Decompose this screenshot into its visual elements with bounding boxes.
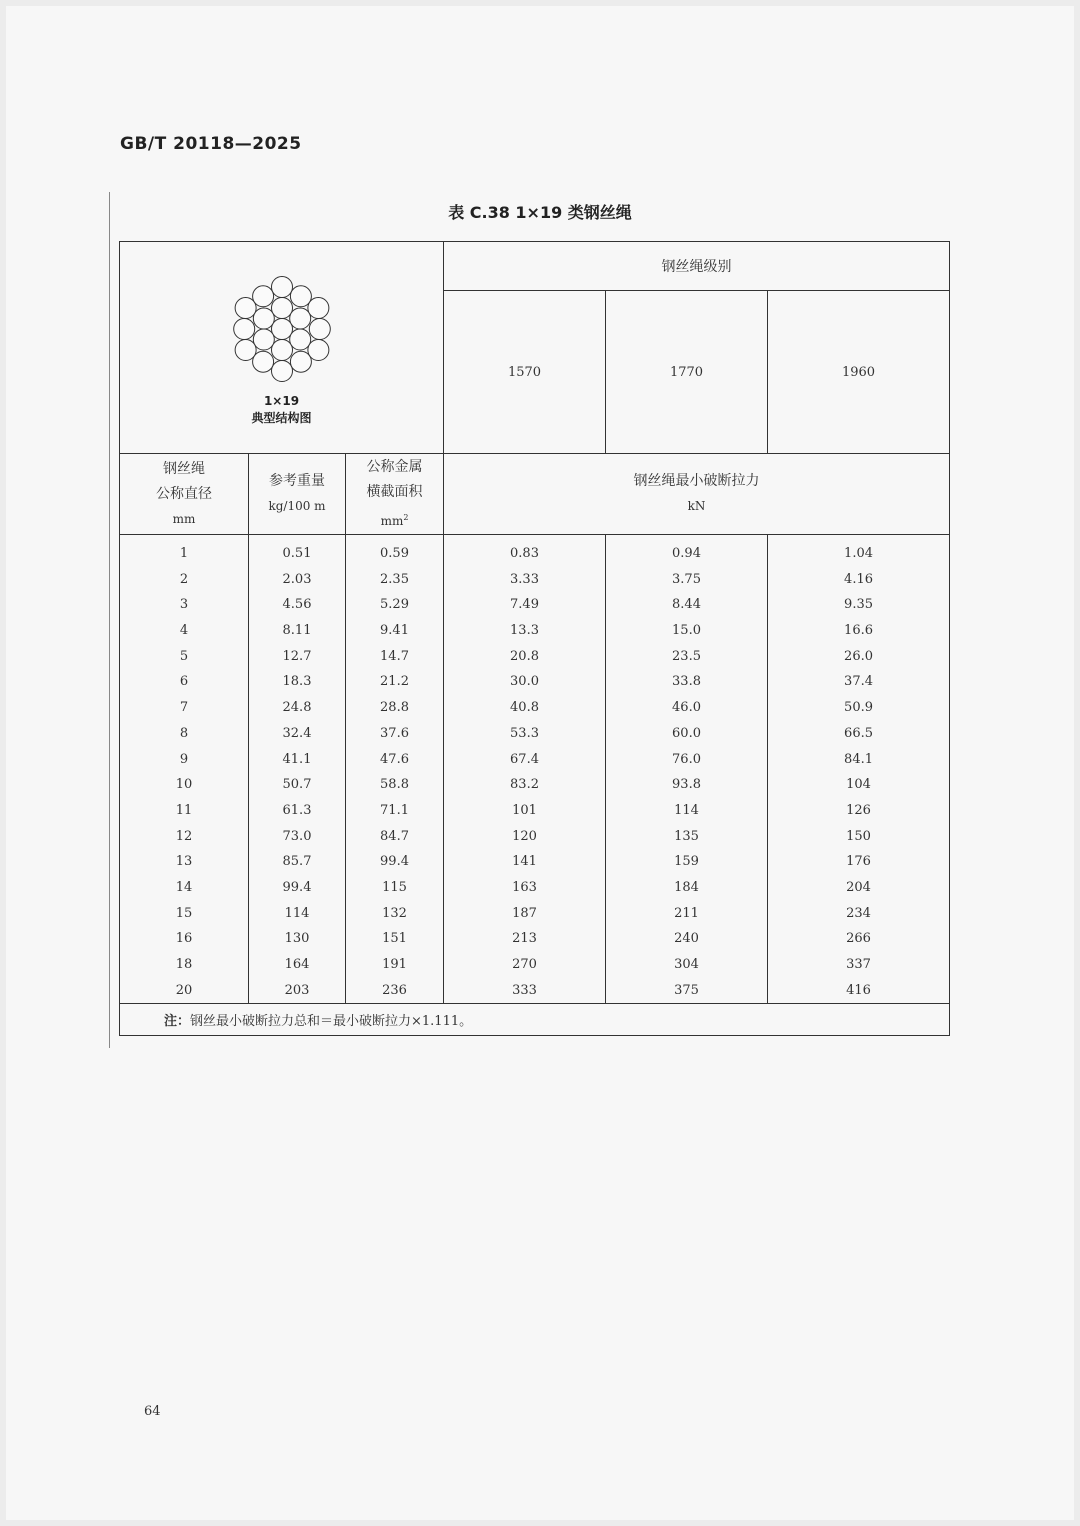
table-cell: 8.11 <box>282 623 312 639</box>
wire-circle <box>253 329 274 350</box>
table-cell: 8 <box>179 725 189 741</box>
structure-diagram-cell <box>120 242 444 454</box>
table-cell: 7 <box>179 700 189 716</box>
data-row <box>120 535 950 1004</box>
table-cell: 191 <box>382 957 407 972</box>
table-cell: 3.33 <box>510 571 539 587</box>
diameter-header-line1: 钢丝绳 <box>163 460 205 477</box>
table-cell: 1.04 <box>844 546 873 561</box>
wire-circle <box>290 285 311 306</box>
table-cell: 67.4 <box>510 751 539 767</box>
table-cell: 416 <box>846 982 871 998</box>
wire-circle <box>290 351 311 372</box>
table-cell: 203 <box>284 982 310 998</box>
margin-rule <box>109 192 110 1048</box>
wire-circle <box>252 285 273 306</box>
table-cell: 234 <box>846 905 871 921</box>
force-header <box>444 454 950 535</box>
table-cell: 0.94 <box>672 546 701 561</box>
wire-rope-table <box>119 241 950 1036</box>
table-cell: 6 <box>179 674 189 690</box>
table-cell: 270 <box>512 957 537 972</box>
table-cell: 60.0 <box>672 725 701 741</box>
table-cell: 5 <box>179 648 189 664</box>
table-cell: 4 <box>179 623 189 639</box>
table-cell: 50.7 <box>282 777 312 793</box>
table-cell: 14 <box>175 879 193 895</box>
table-cell: 11 <box>175 802 193 818</box>
table-cell: 159 <box>674 854 699 870</box>
wire-circle <box>271 276 292 297</box>
table-cell: 3 <box>179 597 189 613</box>
diameter-header-line2: 公称直径 <box>156 485 212 502</box>
table-cell: 46.0 <box>672 700 701 716</box>
wire-circle <box>289 308 310 329</box>
table-cell: 99.4 <box>380 854 409 870</box>
area-header <box>346 454 444 535</box>
table-cell: 4.56 <box>282 597 312 613</box>
table-cell: 37.4 <box>844 674 873 690</box>
page-number: 64 <box>144 1404 161 1419</box>
table-cell: 85.7 <box>282 854 312 870</box>
table-cell: 150 <box>846 828 871 844</box>
table-cell: 32.4 <box>282 725 312 741</box>
wire-circle <box>307 297 328 318</box>
table-cell: 132 <box>382 905 407 921</box>
table-cell: 304 <box>674 957 699 972</box>
table-cell: 14.7 <box>380 648 409 664</box>
table-cell: 8.44 <box>672 597 701 613</box>
weight-header-line1: 参考重量 <box>269 473 325 489</box>
area-header-line2: 横截面积 <box>366 483 423 500</box>
grade-header: 钢丝绳级别 <box>444 242 950 291</box>
table-cell: 21.2 <box>380 674 409 690</box>
area-header-line1: 公称金属 <box>366 458 423 475</box>
table-cell: 99.4 <box>282 879 312 895</box>
force-header-line1: 钢丝绳最小破断拉力 <box>633 473 760 489</box>
table-cell: 7.49 <box>510 597 539 613</box>
table-cell: 130 <box>284 931 310 947</box>
table-cell: 163 <box>512 879 537 895</box>
table-cell: 2 <box>179 571 189 587</box>
table-cell: 16.6 <box>844 623 873 639</box>
table-cell: 18.3 <box>282 674 312 690</box>
table-cell: 10 <box>175 777 193 793</box>
table-cell: 151 <box>382 931 407 947</box>
table-cell: 83.2 <box>510 777 539 793</box>
table-cell: 13 <box>175 854 193 870</box>
table-cell: 76.0 <box>672 751 701 767</box>
strand-cross-section-icon <box>222 269 342 389</box>
table-cell: 0.83 <box>510 546 539 561</box>
wire-circle <box>252 351 273 372</box>
table-cell: 13.3 <box>510 623 539 639</box>
grade-1570: 1570 <box>444 291 606 454</box>
table-cell: 375 <box>674 982 699 998</box>
note-text: 钢丝最小破断拉力总和＝最小破断拉力×1.111。 <box>190 1014 473 1030</box>
table-cell: 15 <box>175 905 193 921</box>
table-cell: 53.3 <box>510 725 539 741</box>
wire-circle <box>233 318 254 339</box>
table-cell: 126 <box>846 802 871 818</box>
table-cell: 20.8 <box>510 648 539 664</box>
column-area <box>346 535 444 1004</box>
table-cell: 333 <box>512 982 537 998</box>
document-page <box>6 6 1074 1520</box>
diameter-unit: mm <box>172 511 196 526</box>
table-cell: 115 <box>382 879 407 895</box>
table-cell: 41.1 <box>282 751 312 767</box>
wire-circle <box>289 329 310 350</box>
wire-circle <box>271 297 292 318</box>
table-cell: 135 <box>674 828 699 844</box>
table-cell: 4.16 <box>844 571 873 587</box>
table-cell: 28.8 <box>380 700 409 716</box>
note-label: 注： <box>164 1014 191 1030</box>
table-cell: 47.6 <box>380 751 409 767</box>
area-unit-sup: 2 <box>403 512 409 522</box>
wire-circle <box>253 308 274 329</box>
table-cell: 26.0 <box>844 648 873 664</box>
weight-header <box>249 454 346 535</box>
table-cell: 15.0 <box>672 623 701 639</box>
column-diameter <box>120 535 249 1004</box>
table-cell: 9.41 <box>380 623 409 639</box>
table-cell: 50.9 <box>844 700 873 716</box>
table-cell: 84.7 <box>380 828 409 844</box>
table-cell: 213 <box>512 931 537 947</box>
table-note <box>120 1004 950 1036</box>
table-cell: 84.1 <box>844 751 873 767</box>
standard-code: GB/T 20118—2025 <box>120 134 302 154</box>
table-cell: 3.75 <box>672 571 701 587</box>
table-cell: 184 <box>674 879 699 895</box>
column-force-1960 <box>768 535 950 1004</box>
table-cell: 164 <box>284 957 310 972</box>
table-cell: 18 <box>175 957 193 972</box>
weight-unit: kg/100 m <box>268 499 326 513</box>
table-cell: 176 <box>846 854 871 870</box>
grade-1770: 1770 <box>606 291 768 454</box>
table-cell: 9 <box>179 751 189 767</box>
table-title: 表 C.38 1×19 类钢丝绳 <box>448 203 632 222</box>
table-cell: 266 <box>846 931 871 947</box>
table-cell: 211 <box>674 905 699 921</box>
wire-circle <box>307 339 328 360</box>
table-cell: 240 <box>674 931 699 947</box>
table-cell: 114 <box>674 802 699 818</box>
table-cell: 16 <box>175 931 193 947</box>
table-cell: 2.03 <box>282 571 312 587</box>
column-force-1770 <box>606 535 768 1004</box>
table-cell: 1 <box>179 546 189 561</box>
table-cell: 120 <box>512 828 537 844</box>
table-cell: 71.1 <box>380 802 409 818</box>
table-cell: 5.29 <box>380 597 409 613</box>
table-cell: 93.8 <box>672 777 701 793</box>
diameter-header <box>120 454 249 535</box>
table-cell: 187 <box>512 905 537 921</box>
area-unit-base: mm <box>380 513 404 528</box>
table-cell: 66.5 <box>844 725 873 741</box>
wire-circle <box>235 297 256 318</box>
wire-circle <box>271 360 292 381</box>
table-cell: 9.35 <box>844 597 873 613</box>
table-cell: 337 <box>846 957 871 972</box>
table-cell: 0.59 <box>380 546 409 561</box>
table-cell: 114 <box>284 905 310 921</box>
table-cell: 2.35 <box>380 571 409 587</box>
column-weight <box>249 535 346 1004</box>
table-cell: 73.0 <box>282 828 312 844</box>
table-cell: 30.0 <box>510 674 539 690</box>
table-cell: 33.8 <box>672 674 701 690</box>
structure-label-text: 典型结构图 <box>251 410 312 425</box>
table-cell: 141 <box>512 854 537 870</box>
wire-circle <box>271 339 292 360</box>
wire-circle <box>271 318 292 339</box>
table-cell: 0.51 <box>282 546 312 561</box>
column-force-1570 <box>444 535 606 1004</box>
table-cell: 104 <box>846 777 871 793</box>
grade-1960: 1960 <box>768 291 950 454</box>
structure-label-code: 1×19 <box>263 393 300 408</box>
table-cell: 23.5 <box>672 648 701 664</box>
table-cell: 58.8 <box>380 777 409 793</box>
table-cell: 61.3 <box>282 802 312 818</box>
table-cell: 37.6 <box>380 725 409 741</box>
table-cell: 236 <box>382 982 407 998</box>
wire-circle <box>309 318 330 339</box>
wire-circle <box>235 339 256 360</box>
table-cell: 24.8 <box>282 700 312 716</box>
table-cell: 101 <box>512 802 537 818</box>
table-cell: 20 <box>175 982 193 998</box>
table-cell: 12.7 <box>282 648 312 664</box>
table-cell: 40.8 <box>510 700 539 716</box>
table-cell: 12 <box>175 828 193 844</box>
area-unit <box>346 505 443 534</box>
force-unit: kN <box>687 499 706 513</box>
table-cell: 204 <box>846 879 871 895</box>
